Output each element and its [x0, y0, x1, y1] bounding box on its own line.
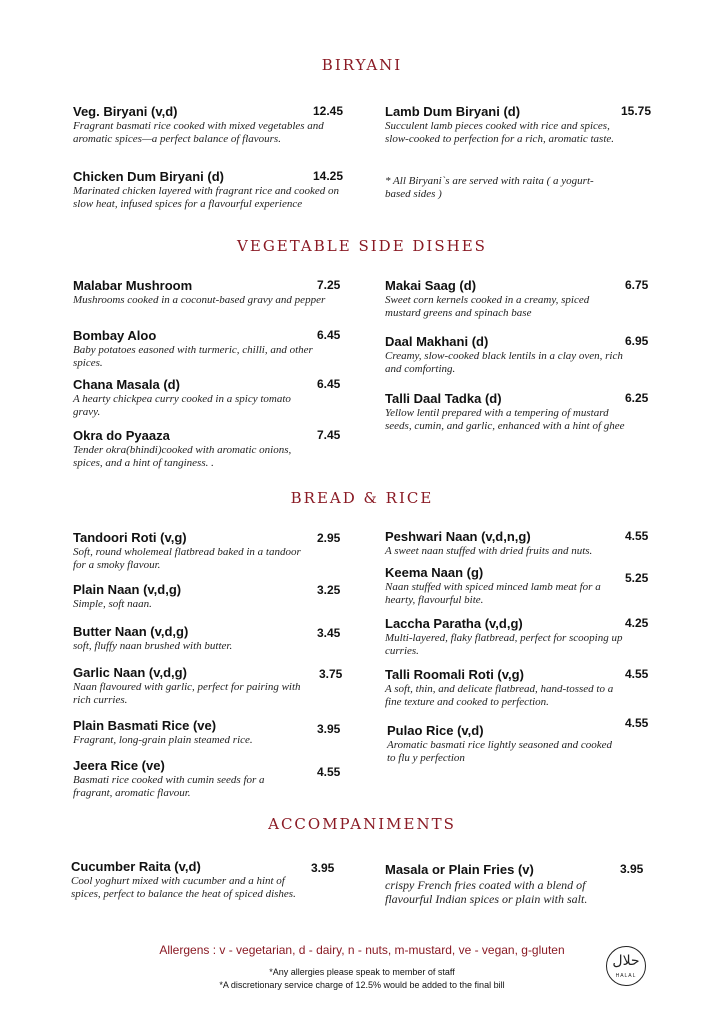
item-name: Peshwari Naan (v,d,n,g) [385, 529, 531, 544]
item-description: Cool yoghurt mixed with cucumber and a hint of spices, perfect to balance the heat of spiced dishes. [71, 875, 296, 900]
item-description: Sweet corn kernels cooked in a creamy, spiced mustard greens and spinach base [385, 294, 590, 319]
item-price: 3.95 [317, 722, 341, 736]
item-description: Multi-layered, flaky flatbread, perfect for scooping up curries. [385, 632, 623, 657]
item-description: Marinated chicken layered with fragrant rice and cooked on slow heat, infused spices for a flavourful experience [73, 185, 339, 210]
section-title-accompaniments: ACCOMPANIMENTS [268, 815, 456, 833]
item-price: 15.75 [621, 104, 652, 118]
menu-item-jeera-rice [73, 758, 303, 800]
item-name: Keema Naan (g) [385, 565, 484, 580]
item-name: Masala or Plain Fries (v) [385, 862, 534, 877]
item-description: Soft, round wholemeal flatbread baked in a tandoor for a smoky flavour. [73, 546, 301, 571]
item-description: Tender okra(bhindi)cooked with aromatic onions, spices, and a hint of tanginess. . [73, 444, 292, 469]
section-title-biryani: BIRYANI [321, 56, 403, 74]
menu-item-tandoori-roti [73, 530, 303, 572]
service-charge-notice: *A discretionary service charge of 12.5% would be added to the final bill [219, 980, 505, 990]
menu-item-daal-makhani [385, 334, 630, 376]
item-description: A sweet naan stuffed with dried fruits and nuts. [385, 545, 593, 557]
menu-item-talli-daal-tadka [385, 391, 625, 433]
item-name: Chana Masala (d) [73, 377, 180, 392]
menu-item-garlic-naan [73, 665, 313, 707]
menu-item-chana-masala [73, 377, 298, 419]
section-title-vegetable-side-dishes: VEGETABLE SIDE DISHES [237, 237, 487, 255]
item-price: 7.45 [317, 428, 341, 442]
menu-item-laccha-paratha [385, 616, 640, 658]
menu-item-lamb-dum-biryani [385, 104, 620, 146]
item-description: Basmati rice cooked with cumin seeds for a fragrant, aromatic flavour. [73, 774, 265, 799]
item-description: Naan flavoured with garlic, perfect for pairing with rich curries. [73, 681, 301, 706]
item-price: 6.75 [625, 278, 649, 292]
item-description: Simple, soft naan. [73, 598, 152, 610]
menu-item-plain-naan [73, 582, 303, 611]
menu-item-butter-naan [73, 624, 303, 653]
item-price: 5.25 [625, 571, 649, 585]
item-description: soft, fluffy naan brushed with butter. [73, 640, 233, 652]
item-price: 6.95 [625, 334, 649, 348]
item-description: Mushrooms cooked in a coconut-based gravy and pepper [73, 294, 326, 306]
item-price: 4.55 [317, 765, 341, 779]
section-title-bread-rice: BREAD & RICE [290, 489, 434, 507]
biryani-raita-note: * All Biryani`s are served with raita ( a yogurt-based sides ) [385, 175, 594, 200]
item-name: Garlic Naan (v,d,g) [73, 665, 187, 680]
item-price: 3.95 [311, 861, 335, 875]
item-price: 14.25 [313, 169, 344, 183]
menu-item-keema-naan [385, 565, 625, 607]
item-price: 2.95 [317, 531, 341, 545]
item-price: 6.45 [317, 377, 341, 391]
menu-item-talli-roomali-roti [385, 667, 625, 709]
item-name: Plain Basmati Rice (ve) [73, 718, 217, 733]
item-description: A hearty chickpea curry cooked in a spicy tomato gravy. [73, 393, 291, 418]
item-price: 6.45 [317, 328, 341, 342]
menu-item-makai-saag [385, 278, 625, 320]
item-name: Makai Saag (d) [385, 278, 477, 293]
item-name: Chicken Dum Biryani (d) [73, 169, 224, 184]
menu-item-plain-basmati-rice [73, 718, 313, 747]
item-price: 7.25 [317, 278, 341, 292]
item-price: 3.45 [317, 626, 341, 640]
halal-badge-icon [606, 946, 646, 986]
item-description: A soft, thin, and delicate flatbread, hand-tossed to a fine texture and cooked to perfection. [385, 683, 614, 708]
item-name: Jeera Rice (ve) [73, 758, 165, 773]
item-name: Plain Naan (v,d,g) [73, 582, 182, 597]
item-name: Pulao Rice (v,d) [387, 723, 484, 738]
item-price: 4.55 [625, 716, 649, 730]
item-description: Creamy, slow-cooked black lentils in a clay oven, rich and comforting. [385, 350, 623, 375]
item-name: Tandoori Roti (v,g) [73, 530, 187, 545]
item-name: Talli Daal Tadka (d) [385, 391, 502, 406]
item-description: Aromatic basmati rice lightly seasoned and cooked to flu y perfection [387, 739, 613, 764]
item-description: Baby potatoes easoned with turmeric, chilli, and other spices. [73, 344, 313, 369]
menu-item-malabar-mushroom [73, 278, 328, 307]
item-description: Succulent lamb pieces cooked with rice and spices, slow-cooked to perfection for a rich, aromatic taste. [385, 120, 615, 145]
menu-item-cucumber-raita [71, 859, 306, 901]
item-description: Yellow lentil prepared with a tempering of mustard seeds, cumin, and garlic, enhanced with a hint of ghee [385, 407, 625, 432]
item-price: 3.75 [319, 667, 343, 681]
halal-latin-text: HALAL [615, 973, 637, 979]
menu-item-veg-biryani [73, 104, 343, 146]
item-name: Butter Naan (v,d,g) [73, 624, 189, 639]
item-name: Bombay Aloo [73, 328, 157, 343]
menu-item-masala-fries [385, 862, 615, 906]
item-price: 4.55 [625, 667, 649, 681]
item-name: Malabar Mushroom [73, 278, 193, 293]
allergens-key: Allergens : v - vegetarian, d - dairy, n - nuts, m-mustard, ve - vegan, g-gluten [159, 943, 565, 957]
item-name: Cucumber Raita (v,d) [71, 859, 201, 874]
menu-item-chicken-dum-biryani [73, 169, 343, 211]
item-price: 4.25 [625, 616, 649, 630]
item-description: crispy French fries coated with a blend of flavourful Indian spices or plain with salt. [385, 878, 588, 906]
menu-item-pulao-rice [387, 723, 617, 765]
menu-item-peshwari-naan [385, 529, 625, 558]
item-price: 6.25 [625, 391, 649, 405]
item-name: Laccha Paratha (v,d,g) [385, 616, 523, 631]
item-price: 3.95 [620, 862, 644, 876]
item-price: 12.45 [313, 104, 344, 118]
item-name: Okra do Pyaaza [73, 428, 170, 443]
item-price: 4.55 [625, 529, 649, 543]
item-name: Talli Roomali Roti (v,g) [385, 667, 524, 682]
menu-item-okra-do-pyaaza [73, 428, 303, 470]
item-price: 3.25 [317, 583, 341, 597]
item-name: Lamb Dum Biryani (d) [385, 104, 521, 119]
halal-arabic-text: حلال [612, 953, 640, 969]
item-description: Naan stuffed with spiced minced lamb meat for a hearty, flavourful bite. [385, 581, 601, 606]
item-description: Fragrant basmati rice cooked with mixed vegetables and aromatic spices—a perfect balance of flavours. [73, 120, 324, 145]
item-name: Daal Makhani (d) [385, 334, 489, 349]
allergy-notice: *Any allergies please speak to member of staff [269, 967, 455, 977]
menu-item-bombay-aloo [73, 328, 323, 370]
item-description: Fragrant, long-grain plain steamed rice. [73, 734, 253, 746]
item-name: Veg. Biryani (v,d) [73, 104, 178, 119]
